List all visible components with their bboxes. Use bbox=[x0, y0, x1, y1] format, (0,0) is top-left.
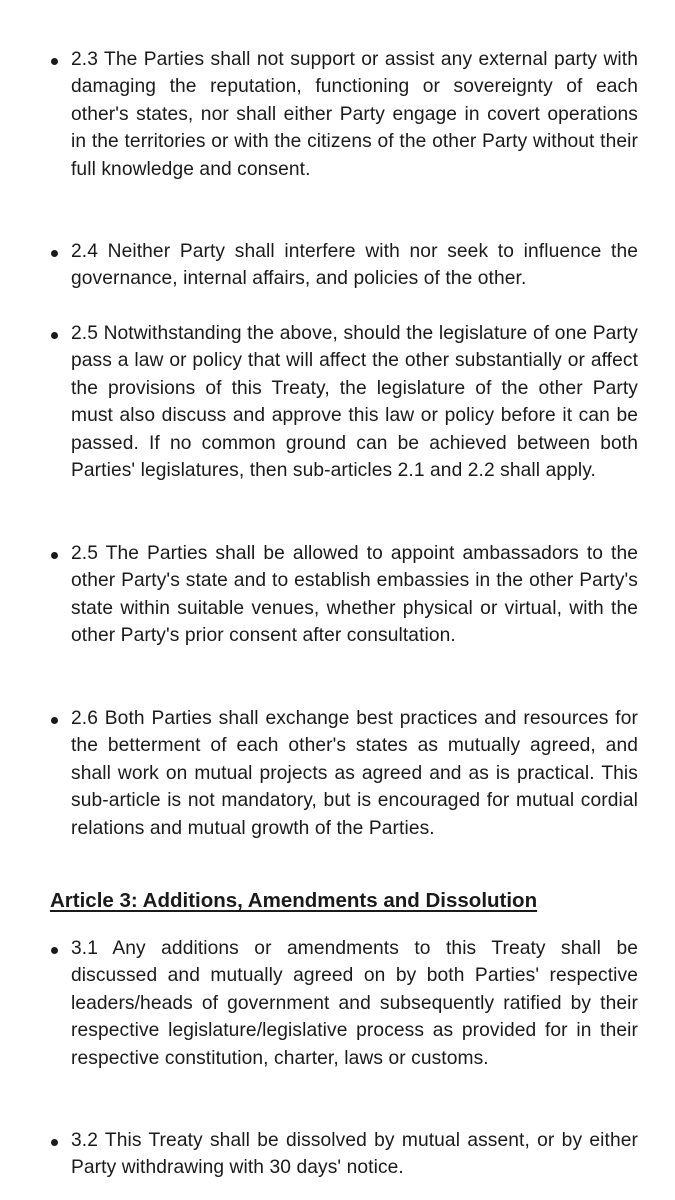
bullet-icon bbox=[51, 332, 58, 339]
clause-text: 2.4 Neither Party shall interfere with nor seek to influence the governance, internal affairs, and policies of the other. bbox=[71, 241, 638, 290]
clause-text: 2.5 The Parties shall be allowed to appoint ambassadors to the other Party's state and to establish embassies in the other Party's state within suitable venues, whether physical or virtual, with the other Party's prior consent after consultation. bbox=[71, 543, 638, 647]
clause-text: 2.3 The Parties shall not support or assist any external party with damaging the reputation, functioning or sovereignty of each other's states, nor shall either Party engage in covert operations in the territories or with the citizens of the other Party without their full knowledge and consent. bbox=[71, 49, 638, 180]
clause-text: 3.1 Any additions or amendments to this Treaty shall be discussed and mutually agreed on by both Parties' respective leaders/heads of government and subsequently ratified by their respective legislature/legislative process as provided for in their respective constitution, charter, laws or customs. bbox=[71, 938, 638, 1069]
article-3-heading: Article 3: Additions, Amendments and Dissolution bbox=[50, 889, 538, 912]
bullet-icon bbox=[51, 947, 58, 954]
bullet-icon bbox=[51, 1139, 58, 1146]
bullet-icon bbox=[51, 250, 58, 257]
clause-text: 2.6 Both Parties shall exchange best practices and resources for the betterment of each other's states as mutually agreed, and shall work on mutual projects as agreed and as is practical. This sub-article is not mandatory, but is encouraged for mutual cordial relations and mutual growth of the Parties. bbox=[71, 708, 638, 839]
bullet-icon bbox=[51, 717, 58, 724]
clause-text: 2.5 Notwithstanding the above, should the legislature of one Party pass a law or policy that will affect the other substantially or affect the provisions of this Treaty, the legislature of the other Party must also discuss and approve this law or policy before it can be passed. If no common ground can be achieved between both Parties' legislatures, then sub-articles 2.1 and 2.2 shall apply. bbox=[71, 323, 638, 482]
bullet-icon bbox=[51, 552, 58, 559]
bullet-icon bbox=[51, 58, 58, 65]
clause-text: 3.2 This Treaty shall be dissolved by mutual assent, or by either Party withdrawing with 30 days' notice. bbox=[71, 1130, 638, 1179]
